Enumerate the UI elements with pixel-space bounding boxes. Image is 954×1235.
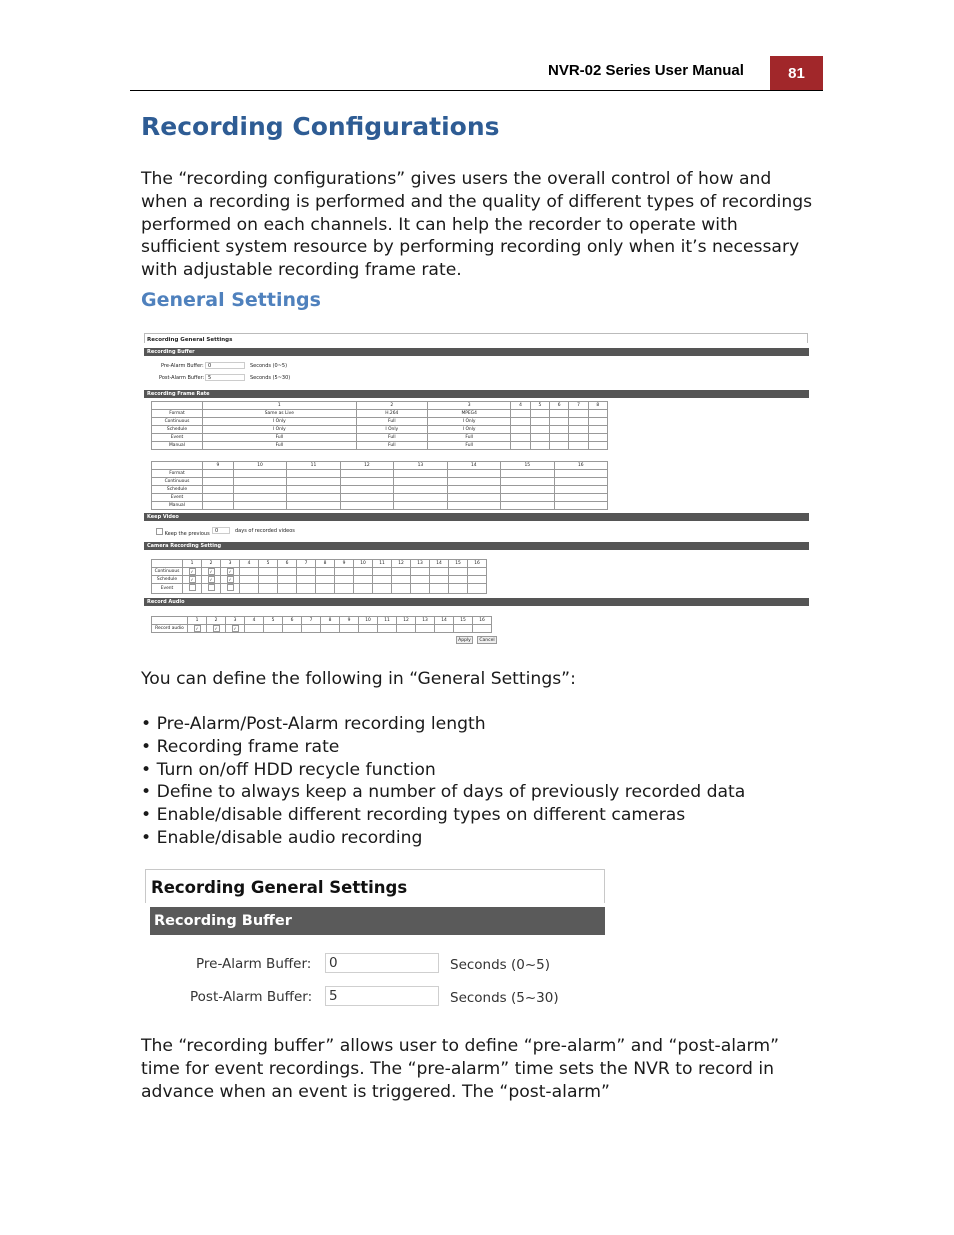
zoom-post-alarm-unit: Seconds (5~30)	[450, 990, 559, 1006]
frame-rate-table-b: 9 10 11 12 13 14 15 16 Format Continuous Schedule Event Manual	[151, 461, 608, 510]
page-number: 81	[770, 56, 823, 91]
cancel-button[interactable]: Cancel	[477, 636, 497, 644]
post-alarm-unit: Seconds (5~30)	[250, 375, 291, 381]
camera-recording-checkbox[interactable]: ✓	[209, 569, 213, 574]
record-audio-checkbox[interactable]: ✓	[233, 626, 237, 631]
camera-recording-table: 1 2 3 4 5 6 7 8 9 10 11 12 13 14 15 16 Continuous ✓ ✓ ✓ Schedule ✓ ✓ ✓ Event	[151, 559, 487, 594]
outro-paragraph: The “recording buffer” allows user to define “pre-alarm” and “post-alarm” time for event recordings. The “pre-alarm” time sets the NVR to record in advance when an event is triggered. The “post-alarm”	[141, 1036, 779, 1102]
subsection-title: General Settings	[141, 289, 321, 311]
camera-recording-checkbox[interactable]: ✓	[190, 569, 194, 574]
frame-rate-table-a: 1 2 3 4 5 6 7 8 Format Same as Live H.264 MPEG4 Continuous I Only Full I Only Schedule I Only I Only I Only Event Full Full Full Manual Full Full Full	[151, 401, 608, 450]
header-rule	[130, 90, 823, 91]
pre-alarm-input[interactable]: 0	[205, 362, 245, 369]
post-alarm-input[interactable]: 5	[205, 374, 245, 381]
pre-alarm-unit: Seconds (0~5)	[250, 363, 288, 369]
record-audio-checkbox[interactable]: ✓	[195, 626, 199, 631]
zoom-pre-alarm-label: Pre-Alarm Buffer:	[196, 956, 312, 972]
apply-button[interactable]: Apply	[456, 636, 473, 644]
post-alarm-label: Post-Alarm Buffer:	[159, 375, 205, 381]
camera-recording-bar: Camera Recording Setting	[144, 542, 809, 550]
general-settings-screenshot	[144, 333, 809, 651]
camera-recording-checkbox[interactable]: ✓	[190, 577, 194, 582]
camera-recording-checkbox[interactable]: ✓	[228, 569, 232, 574]
zoom-panel-title: Recording General Settings	[145, 869, 605, 903]
section-title: Recording Configurations	[141, 112, 500, 141]
record-audio-checkbox[interactable]: ✓	[214, 626, 218, 631]
camera-recording-checkbox[interactable]	[208, 584, 215, 591]
list-item: • Recording frame rate	[141, 736, 745, 759]
frame-rate-bar: Recording Frame Rate	[144, 390, 809, 398]
camera-recording-checkbox[interactable]: ✓	[228, 577, 232, 582]
record-audio-table: 1 2 3 4 5 6 7 8 9 10 11 12 13 14 15 16 Record audio ✓ ✓ ✓	[151, 616, 492, 633]
feature-list	[141, 713, 745, 850]
list-item: • Pre-Alarm/Post-Alarm recording length	[141, 713, 745, 736]
pre-alarm-label: Pre-Alarm Buffer:	[161, 363, 204, 369]
record-audio-bar: Record Audio	[144, 598, 809, 606]
define-text: You can define the following in “General Settings”:	[141, 669, 576, 689]
zoom-pre-alarm-unit: Seconds (0~5)	[450, 957, 551, 973]
keep-video-row	[156, 528, 210, 537]
camera-recording-checkbox[interactable]	[227, 584, 234, 591]
list-item: • Define to always keep a number of days of previously recorded data	[141, 781, 745, 804]
keep-video-days-input[interactable]: 0	[212, 527, 230, 534]
keep-video-suffix: days of recorded videos	[235, 528, 295, 534]
list-item: • Enable/disable audio recording	[141, 827, 745, 850]
settings-panel-title: Recording General Settings	[144, 333, 808, 343]
list-item: • Enable/disable different recording types on different cameras	[141, 804, 745, 827]
keep-video-prefix: Keep the previous	[164, 531, 210, 537]
zoom-post-alarm-label: Post-Alarm Buffer:	[190, 989, 313, 1005]
zoom-post-alarm-input[interactable]: 5	[325, 986, 439, 1006]
camera-recording-checkbox[interactable]	[189, 584, 196, 591]
manual-title: NVR-02 Series User Manual	[548, 62, 744, 79]
zoom-recording-buffer-bar: Recording Buffer	[150, 907, 605, 935]
recording-buffer-screenshot	[145, 869, 607, 1014]
zoom-pre-alarm-input[interactable]: 0	[325, 953, 439, 973]
intro-paragraph: The “recording configurations” gives users the overall control of how and when a recording is performed and the quality of different types of recordings performed on each channels. It can help the recorder to operate with sufficient system resource by performing recording only when it’s necessary with adjustable recording frame rate.	[141, 169, 813, 281]
camera-recording-checkbox[interactable]: ✓	[209, 577, 213, 582]
list-item: • Turn on/off HDD recycle function	[141, 759, 745, 782]
keep-video-checkbox[interactable]	[156, 528, 163, 535]
keep-video-bar: Keep Video	[144, 513, 809, 521]
recording-buffer-bar: Recording Buffer	[144, 348, 809, 356]
